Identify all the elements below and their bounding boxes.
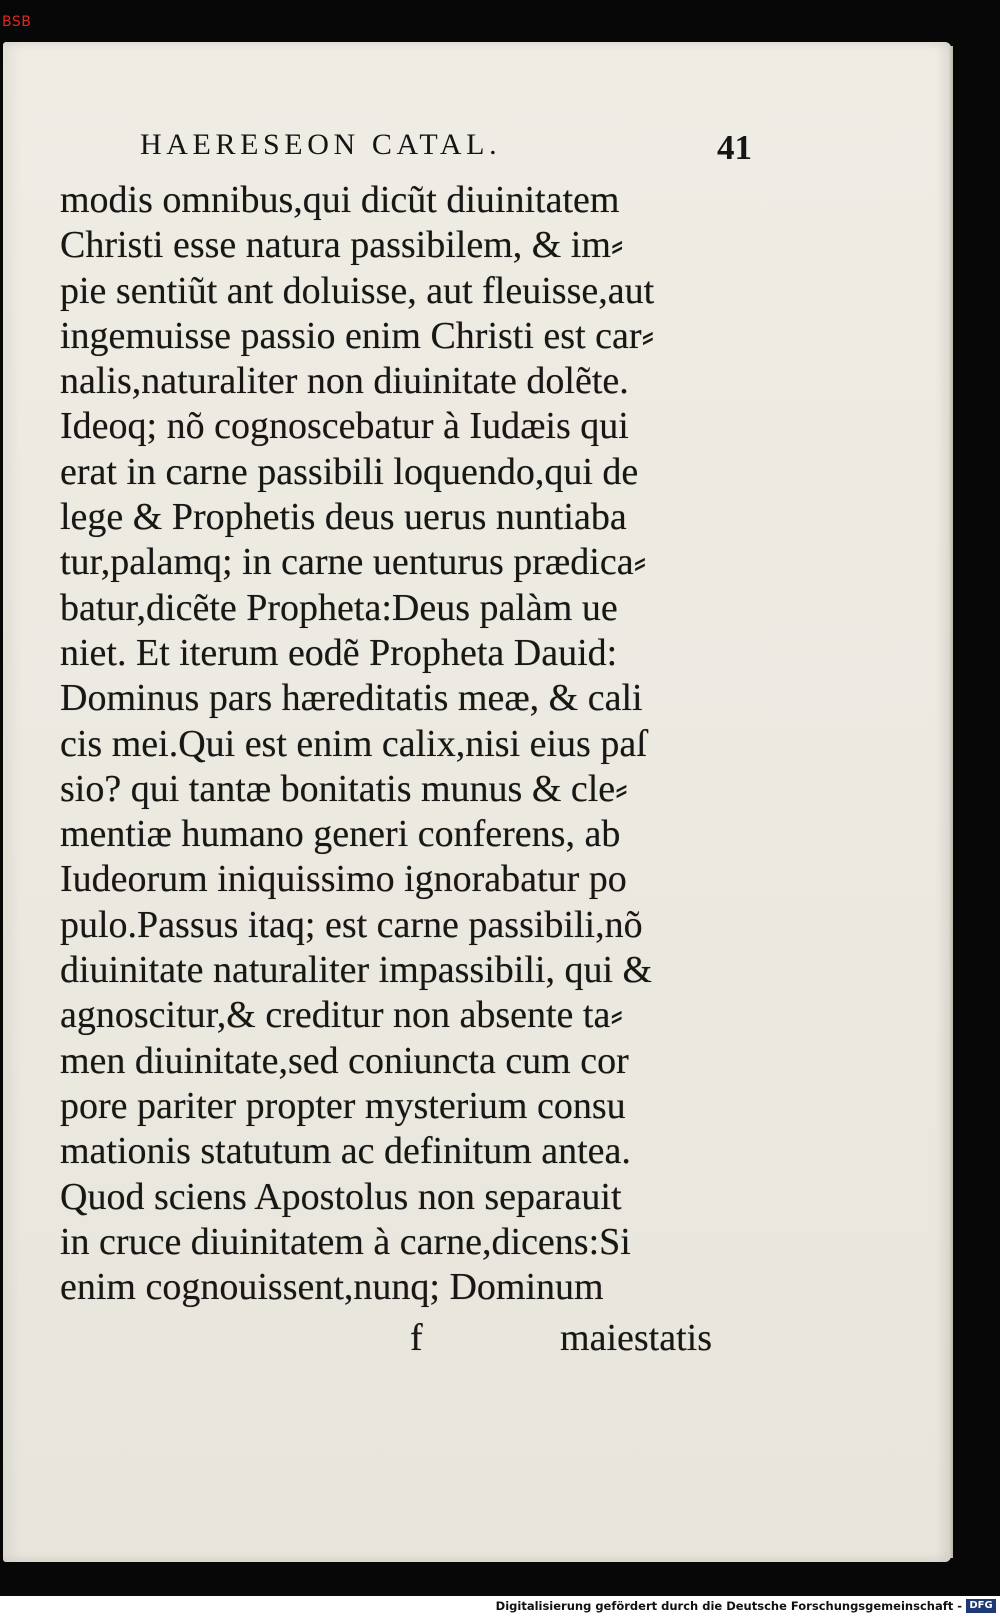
text-line: Iudeorum iniquissimo ignorabatur po bbox=[60, 858, 627, 901]
text-line: in cruce diuinitatem à carne,dicens:Si bbox=[60, 1220, 631, 1263]
text-line: enim cognouissent,nunq; Dominum bbox=[60, 1266, 604, 1309]
text-line: batur,dicẽte Propheta:Deus palàm ue bbox=[60, 586, 618, 629]
text-line: pie sentiũt ant doluisse, aut fleuisse,aut bbox=[60, 269, 655, 312]
text-line: lege & Prophetis deus uerus nuntiaba bbox=[60, 496, 627, 539]
text-line: agnoscitur,& creditur non absente ta⸗ bbox=[60, 994, 624, 1037]
page-edge bbox=[949, 46, 953, 1558]
running-head bbox=[140, 128, 752, 172]
text-line: Quod sciens Apostolus non separauit bbox=[60, 1175, 622, 1218]
running-title: HAERESEON CATAL. bbox=[140, 128, 502, 161]
page-footer-line bbox=[60, 1316, 732, 1362]
text-line: modis omnibus,qui dicũt diuinitatem bbox=[60, 179, 620, 221]
text-line: Dominus pars hæreditatis meæ, & cali bbox=[60, 677, 643, 720]
text-line: pore pariter propter mysterium consu bbox=[60, 1084, 626, 1127]
catchword: maiestatis bbox=[560, 1317, 712, 1359]
text-line: Christi esse natura passibilem, & im⸗ bbox=[60, 224, 624, 267]
text-line: mentiæ humano generi conferens, ab bbox=[60, 813, 621, 856]
text-line: Ideoq; nõ cognoscebatur à Iudæis qui bbox=[60, 405, 629, 448]
text-line: sio? qui tantæ bonitatis munus & cle⸗ bbox=[60, 767, 628, 810]
text-line: erat in carne passibili loquendo,qui de bbox=[60, 450, 639, 493]
text-line: tur,palamq; in carne uenturus prædica⸗ bbox=[60, 541, 647, 584]
text-line: pulo.Passus itaq; est carne passibili,nõ bbox=[60, 903, 643, 946]
text-line: men diuinitate,sed coniuncta cum cor bbox=[60, 1039, 629, 1082]
dfg-logo: DFG bbox=[966, 1599, 996, 1613]
text-line: mationis statutum ac definitum antea. bbox=[60, 1130, 631, 1173]
text-line: niet. Et iterum eodẽ Propheta Dauid: bbox=[60, 631, 618, 674]
page-number: 41 bbox=[717, 128, 752, 167]
digitization-credit: Digitalisierung gefördert durch die Deutsche Forschungsgemeinschaft - bbox=[495, 1599, 962, 1613]
library-mark: BSB bbox=[2, 14, 32, 30]
text-line: cis mei.Qui est enim calix,nisi eius paſ bbox=[60, 722, 647, 765]
signature-mark: f bbox=[410, 1317, 423, 1359]
text-line: ingemuisse passio enim Christi est car⸗ bbox=[60, 314, 655, 357]
page-text bbox=[60, 178, 732, 1310]
text-line: diuinitate naturaliter impassibili, qui & bbox=[60, 949, 653, 992]
text-line: nalis,naturaliter non diuinitate dolẽte. bbox=[60, 360, 629, 403]
